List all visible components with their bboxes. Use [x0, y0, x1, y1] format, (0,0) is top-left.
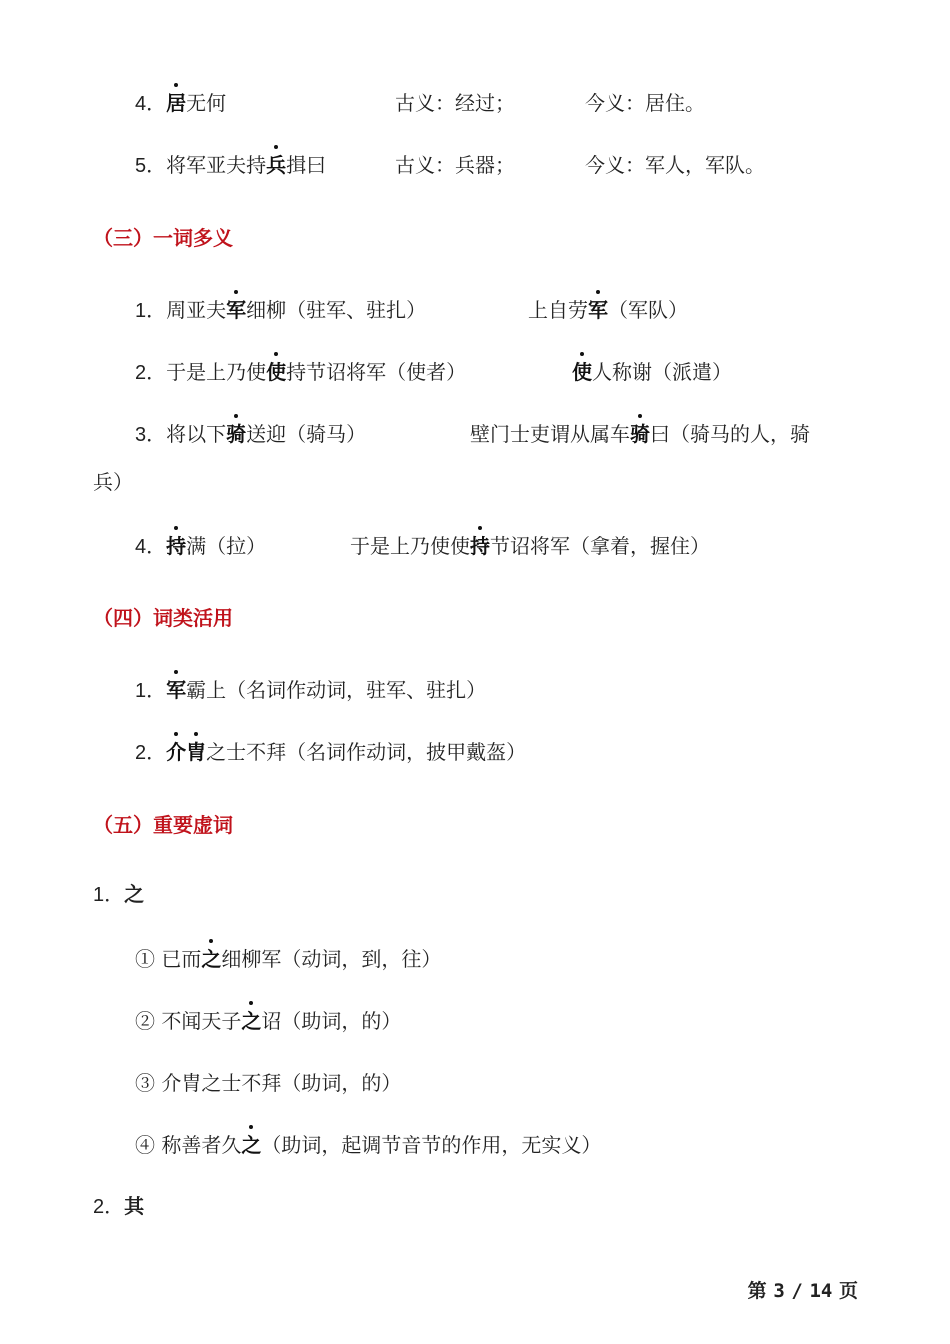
yici-item-1: 1．周亚夫军细柳（驻军、驻扎） — [135, 298, 427, 322]
yici-item-1-b: 上自劳军（军队） — [528, 298, 688, 322]
gujin-item-5: 5．将军亚夫持兵揖曰 — [135, 153, 327, 177]
gujin-item-5-gu: 古义：兵器； — [395, 153, 515, 177]
yici-item-2: 2．于是上乃使使持节诏将军（使者） — [135, 360, 467, 384]
section-heading-xuci: （五）重要虚词 — [93, 813, 233, 837]
zhi-example-4: ④ 称善者久之（助词，起调节音节的作用，无实义） — [135, 1133, 602, 1157]
yici-item-4: 4．持满（拉） — [135, 534, 267, 558]
yici-item-4-b: 于是上乃使使持节诏将军（拿着，握住） — [350, 534, 710, 558]
yici-item-2-b: 使人称谢（派遣） — [572, 360, 732, 384]
section-heading-yici: （三）一词多义 — [93, 226, 233, 250]
zhi-example-3: ③ 介胄之士不拜（助词，的） — [135, 1071, 402, 1095]
huoyong-item-2: 2．介胄之士不拜（名词作动词，披甲戴盔） — [135, 740, 527, 764]
yici-item-3-wrap: 兵） — [93, 470, 133, 494]
yici-item-3-b: 壁门士吏谓从属车骑曰（骑马的人，骑 — [470, 422, 810, 446]
zhi-example-1: ① 已而之细柳军（动词，到，往） — [135, 947, 442, 971]
gujin-item-4: 4．居无何 — [135, 91, 227, 115]
huoyong-item-1: 1．军霸上（名词作动词，驻军、驻扎） — [135, 678, 487, 702]
yici-item-3: 3．将以下骑送迎（骑马） — [135, 422, 367, 446]
zhi-example-2: ② 不闻天子之诏（助词，的） — [135, 1009, 402, 1033]
gujin-item-4-gu: 古义：经过； — [395, 91, 515, 115]
xuci-title-zhi: 1．之 — [93, 882, 145, 906]
section-heading-huoyong: （四）词类活用 — [93, 606, 233, 630]
page-footer: 第 3 / 14 页 — [747, 1280, 858, 1302]
gujin-item-5-jin: 今义：军人，军队。 — [585, 153, 765, 177]
xuci-title-qi: 2．其 — [93, 1194, 145, 1218]
gujin-item-4-jin: 今义：居住。 — [585, 91, 705, 115]
